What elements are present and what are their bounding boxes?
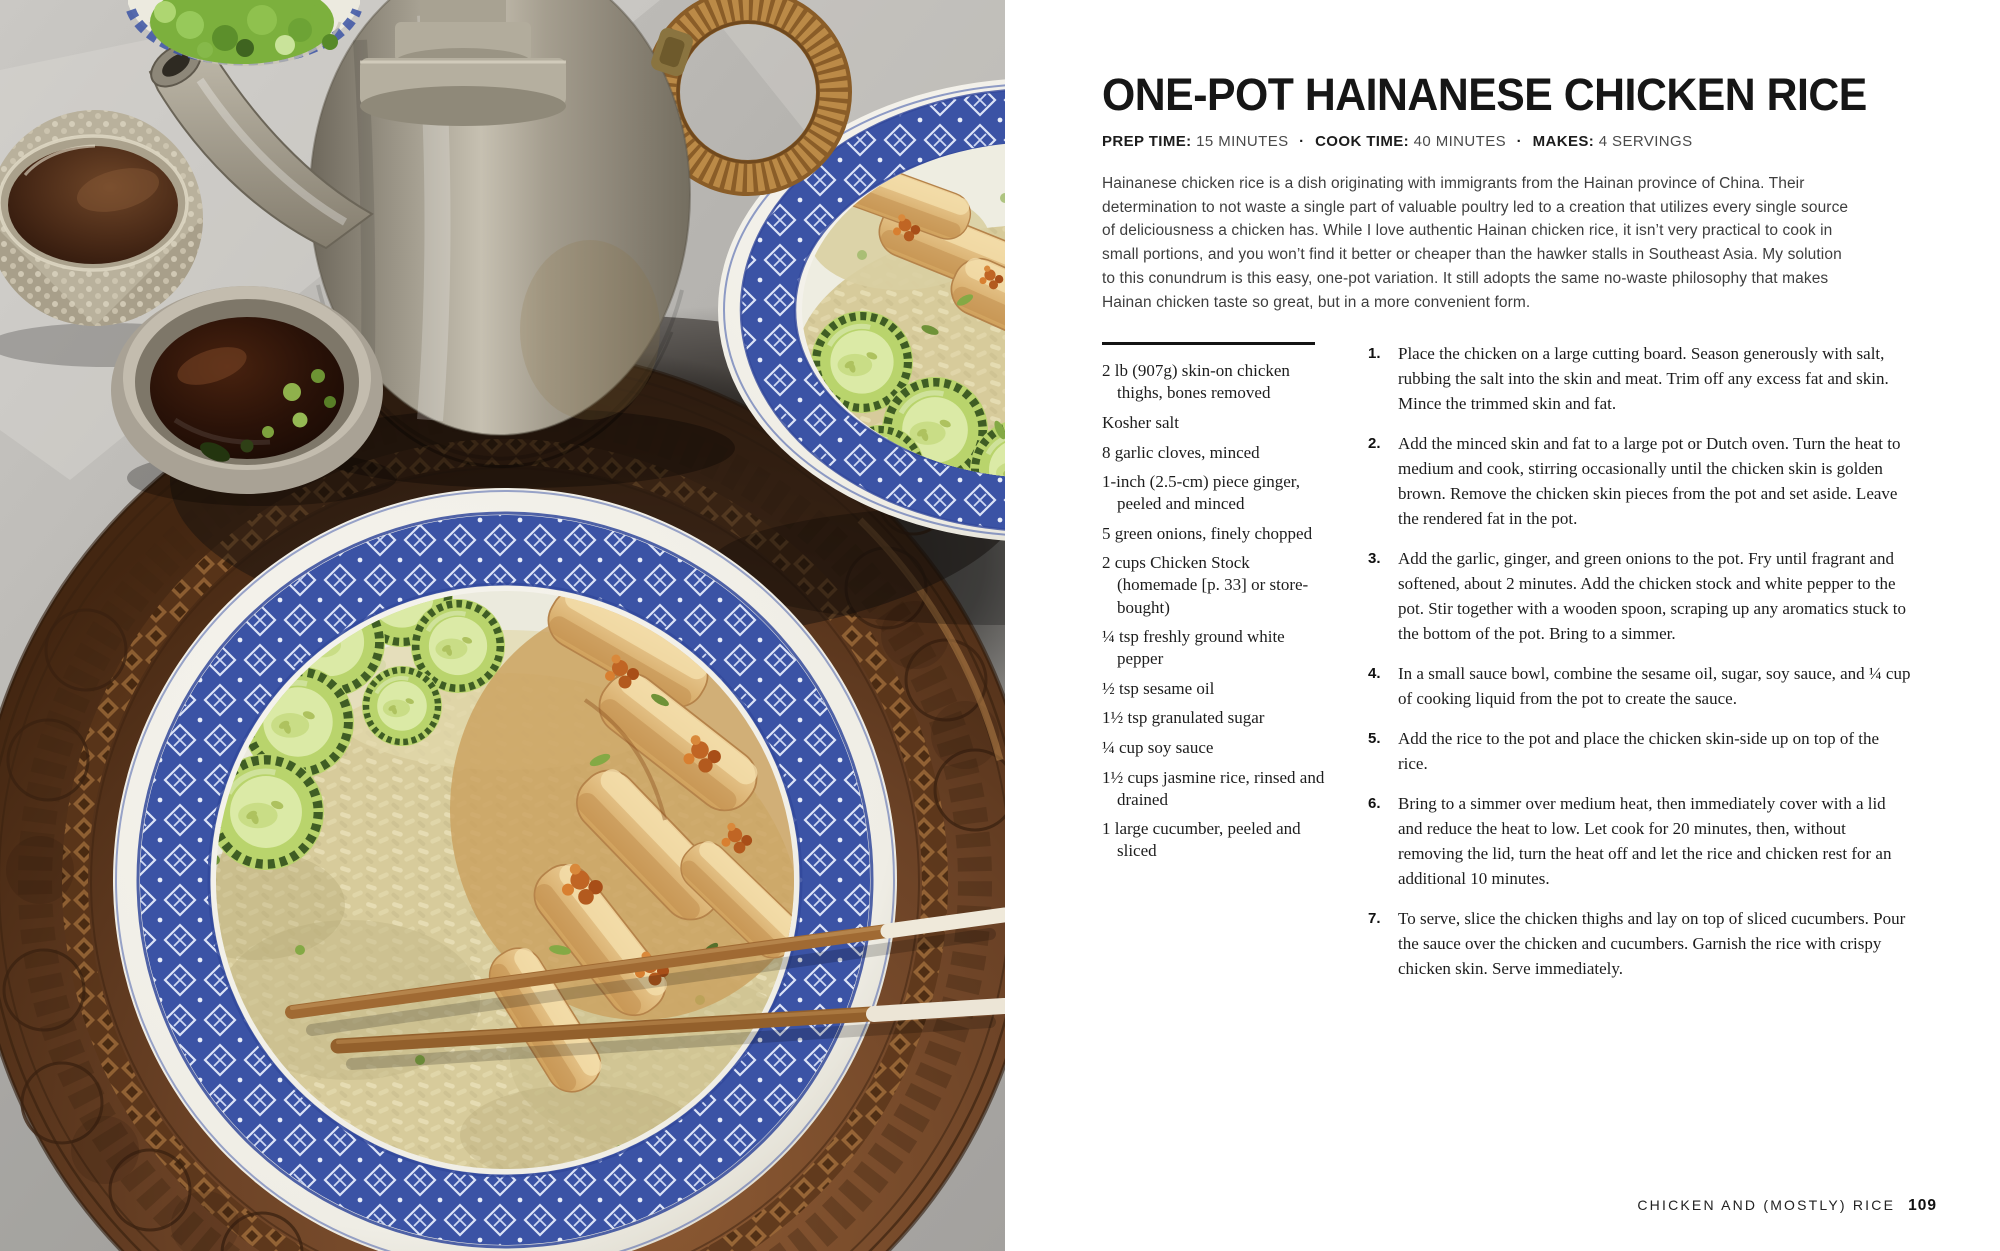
step-item: [1368, 342, 1912, 417]
page-footer: [1637, 1197, 1937, 1215]
makes-value: 4 SERVINGS: [1598, 133, 1693, 150]
cook-time-value: 40 MINUTES: [1413, 133, 1507, 150]
main-bowl: [113, 488, 897, 1251]
ingredient-item: 5 green onions, finely chopped: [1102, 523, 1313, 543]
step-number: 5.: [1368, 730, 1381, 748]
step-text: To serve, slice the chicken thighs and lay on top of sliced cucumbers. Pour the sauce over the chicken and cucumbers. Garnish the rice with crispy chicken skin. Serve immediately.: [1398, 908, 1906, 978]
ingredient-item: 1 large cucumber, peeled and sliced: [1102, 819, 1301, 861]
step-item: [1368, 907, 1912, 982]
step-number: 3.: [1368, 550, 1381, 568]
footer-page-number: 109: [1908, 1197, 1937, 1214]
step-text: In a small sauce bowl, combine the sesame oil, sugar, soy sauce, and ¼ cup of cooking liquid from the pot to create the sauce.: [1398, 664, 1911, 709]
ingredient-item: ¼ cup soy sauce: [1102, 738, 1214, 758]
step-number: 7.: [1368, 909, 1381, 927]
step-text: Bring to a simmer over medium heat, then immediately cover with a lid and reduce the heat to low. Let cook for 20 minutes, then, without removing the lid, turn the heat off and let the rice and chicken rest for an additional 10 minutes.: [1398, 793, 1892, 888]
step-item: [1368, 432, 1912, 532]
prep-time-label: PREP TIME:: [1102, 133, 1192, 150]
ingredient-item: Kosher salt: [1102, 412, 1179, 432]
steps-list: [1368, 342, 1912, 997]
meta-separator: ·: [1299, 133, 1305, 150]
prep-time-value: 15 MINUTES: [1196, 133, 1289, 150]
step-item: [1368, 547, 1912, 647]
ingredient-item: ½ tsp sesame oil: [1102, 678, 1215, 698]
ingredient-item: 8 garlic cloves, minced: [1102, 442, 1260, 462]
ingredient-item: 1½ tsp granulated sugar: [1102, 708, 1265, 728]
ingredients-rule: [1102, 342, 1315, 345]
step-text: Place the chicken on a large cutting board. Season generously with salt, rubbing the salt into the skin and meat. Trim off any excess fat and skin. Mince the trimmed skin and fat.: [1398, 344, 1889, 414]
recipe-intro: Hainanese chicken rice is a dish originating with immigrants from the Hainan province of China. Their determination to not waste a single part of valuable poultry led to a creation that utilizes every single source of deliciousness a chicken has. While I love authentic Hainan chicken rice, it isn’t very practical to cook in small portions, and you won’t find it better or cheaper than the hawker stalls in Southeast Asia. My solution to this conundrum is this easy, one-pot variation. It still adopts the same no-waste philosophy that makes Hainan chicken taste so great, but in a more convenient form.: [1102, 175, 1849, 311]
footer-section: CHICKEN AND (MOSTLY) RICE: [1637, 1197, 1896, 1213]
meta-separator: ·: [1516, 133, 1522, 150]
step-number: 2.: [1368, 435, 1381, 453]
cook-time-label: COOK TIME:: [1315, 133, 1410, 150]
step-item: [1368, 792, 1912, 892]
recipe-title: ONE-POT HAINANESE CHICKEN RICE: [1102, 69, 1867, 120]
ingredients-list: [1102, 360, 1330, 862]
recipe-meta: [1102, 133, 1912, 150]
recipe-page: [1005, 0, 2000, 1251]
ingredient-item: ¼ tsp freshly ground white pepper: [1102, 627, 1285, 669]
step-item: [1368, 727, 1912, 777]
step-text: Add the garlic, ginger, and green onions to the pot. Fry until fragrant and softened, about 2 minutes. Add the chicken stock and white pepper to the pot. Stir together with a wooden spoon, scraping up any aromatics stuck to the bottom of the pot. Bring to a simmer.: [1398, 549, 1907, 644]
ingredients-column: [1102, 342, 1340, 997]
makes-label: MAKES:: [1532, 133, 1595, 150]
step-item: [1368, 662, 1912, 712]
ingredient-item: 2 cups Chicken Stock (homemade [p. 33] or store-bought): [1102, 553, 1309, 617]
step-number: 6.: [1368, 794, 1381, 812]
ingredient-item: 2 lb (907g) skin-on chicken thighs, bones removed: [1102, 361, 1290, 403]
step-text: Add the rice to the pot and place the chicken skin-side up on top of the rice.: [1398, 729, 1880, 773]
step-number: 4.: [1368, 665, 1381, 683]
ingredient-item: 1-inch (2.5-cm) piece ginger, peeled and minced: [1102, 472, 1301, 514]
ingredient-item: 1½ cups jasmine rice, rinsed and drained: [1102, 767, 1325, 809]
step-number: 1.: [1368, 345, 1381, 363]
step-text: Add the minced skin and fat to a large pot or Dutch oven. Turn the heat to medium and cook, stirring occasionally until the chicken skin is golden brown. Remove the chicken skin pieces from the pot and set aside. Leave the rendered fat in the pot.: [1398, 434, 1901, 529]
